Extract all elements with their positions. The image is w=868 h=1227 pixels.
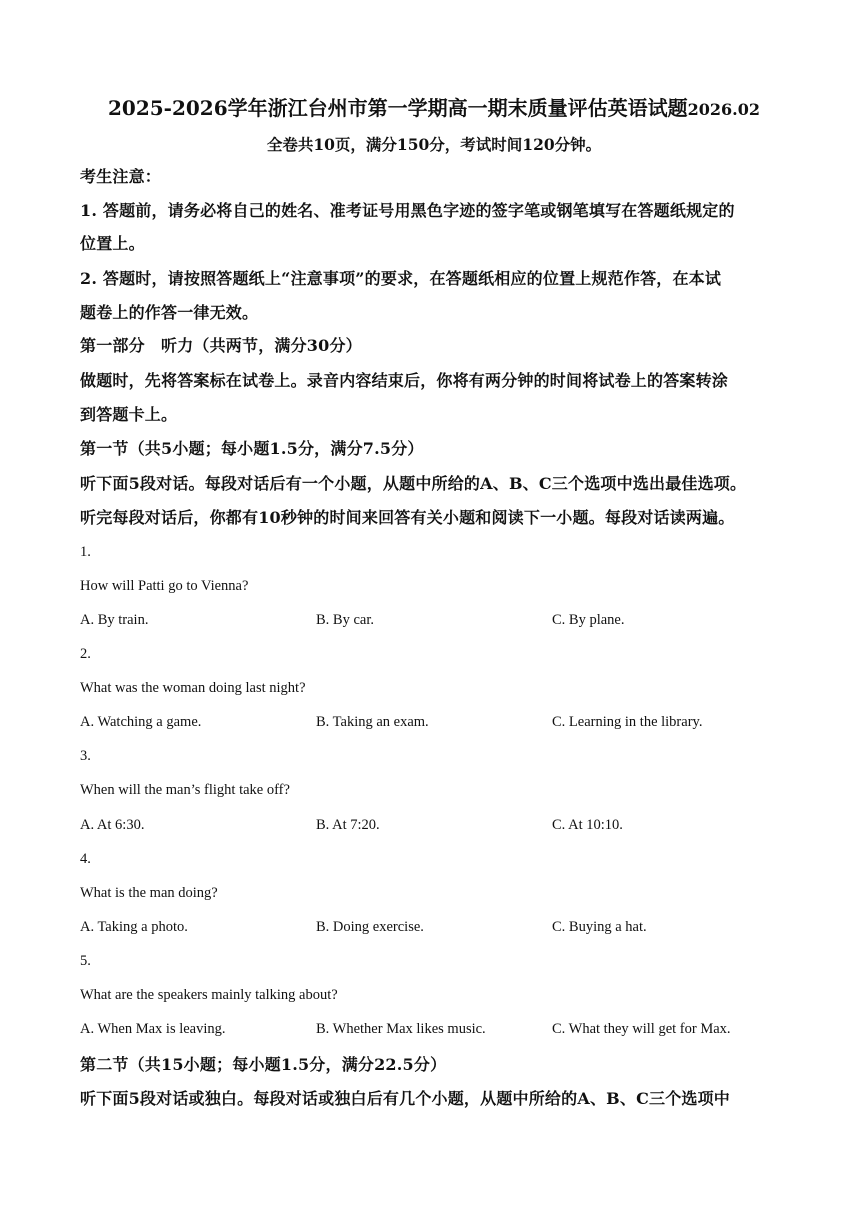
- option-b: B. Taking an exam.: [316, 714, 429, 730]
- notice-2-line-2: 题卷上的作答一律无效。: [80, 303, 259, 322]
- question-number: 2.: [80, 646, 91, 662]
- question-number: 1.: [80, 544, 91, 560]
- option-c: C. Buying a hat.: [552, 919, 647, 935]
- section-1-heading: 第一节（共5小题；每小题1.5分，满分7.5分）: [80, 439, 424, 458]
- option-b: B. At 7:20.: [316, 817, 380, 833]
- question-text: What are the speakers mainly talking about?: [80, 987, 338, 1003]
- part-1-instructions-line-2: 到答题卡上。: [80, 405, 178, 424]
- notice-1-line-2: 位置上。: [80, 234, 145, 253]
- option-c: C. What they will get for Max.: [552, 1021, 731, 1037]
- exam-title: [0, 92, 868, 121]
- exam-subtitle: 全卷共10页，满分150分，考试时间120分钟。: [266, 135, 602, 154]
- part-1-instructions-line-1: 做题时，先将答案标在试卷上。录音内容结束后，你将有两分钟的时间将试卷上的答案转涂: [80, 371, 729, 390]
- option-c: C. Learning in the library.: [552, 714, 703, 730]
- question-number: 4.: [80, 851, 91, 867]
- section-2-heading: 第二节（共15小题；每小题1.5分，满分22.5分）: [80, 1055, 447, 1074]
- question-text: What is the man doing?: [80, 885, 218, 901]
- option-c: C. At 10:10.: [552, 817, 623, 833]
- option-b: B. Doing exercise.: [316, 919, 424, 935]
- exam-date: 2026.02: [687, 100, 760, 119]
- option-b: B. By car.: [316, 612, 374, 628]
- notice-1-line-1: 1. 答题前，请务必将自己的姓名、准考证号用黑色字迹的签字笔或钢笔填写在答题纸规定的: [80, 201, 735, 220]
- option-b: B. Whether Max likes music.: [316, 1021, 486, 1037]
- question-text: What was the woman doing last night?: [80, 680, 306, 696]
- exam-title-main: 2025-2026学年浙江台州市第一学期高一期末质量评估英语试题: [107, 96, 688, 120]
- option-a: A. Taking a photo.: [80, 919, 188, 935]
- notice-heading: 考生注意：: [80, 167, 162, 186]
- option-a: A. By train.: [80, 612, 149, 628]
- question-number: 5.: [80, 953, 91, 969]
- section-1-instructions-line-2: 听完每段对话后，你都有10秒钟的时间来回答有关小题和阅读下一小题。每段对话读两遍。: [80, 508, 735, 527]
- option-a: A. Watching a game.: [80, 714, 202, 730]
- option-a: A. At 6:30.: [80, 817, 145, 833]
- section-1-instructions-line-1: 听下面5段对话。每段对话后有一个小题，从题中所给的A、B、C三个选项中选出最佳选项。: [80, 474, 747, 493]
- question-number: 3.: [80, 748, 91, 764]
- part-1-heading: 第一部分 听力（共两节，满分30分）: [80, 336, 362, 355]
- option-a: A. When Max is leaving.: [80, 1021, 226, 1037]
- section-2-instructions-line-1: 听下面5段对话或独白。每段对话或独白后有几个小题，从题中所给的A、B、C三个选项中: [80, 1089, 731, 1108]
- notice-2-line-1: 2. 答题时，请按照答题纸上“注意事项”的要求，在答题纸相应的位置上规范作答，在本试: [80, 269, 722, 288]
- question-text: How will Patti go to Vienna?: [80, 578, 249, 594]
- question-text: When will the man’s flight take off?: [80, 782, 290, 798]
- option-c: C. By plane.: [552, 612, 625, 628]
